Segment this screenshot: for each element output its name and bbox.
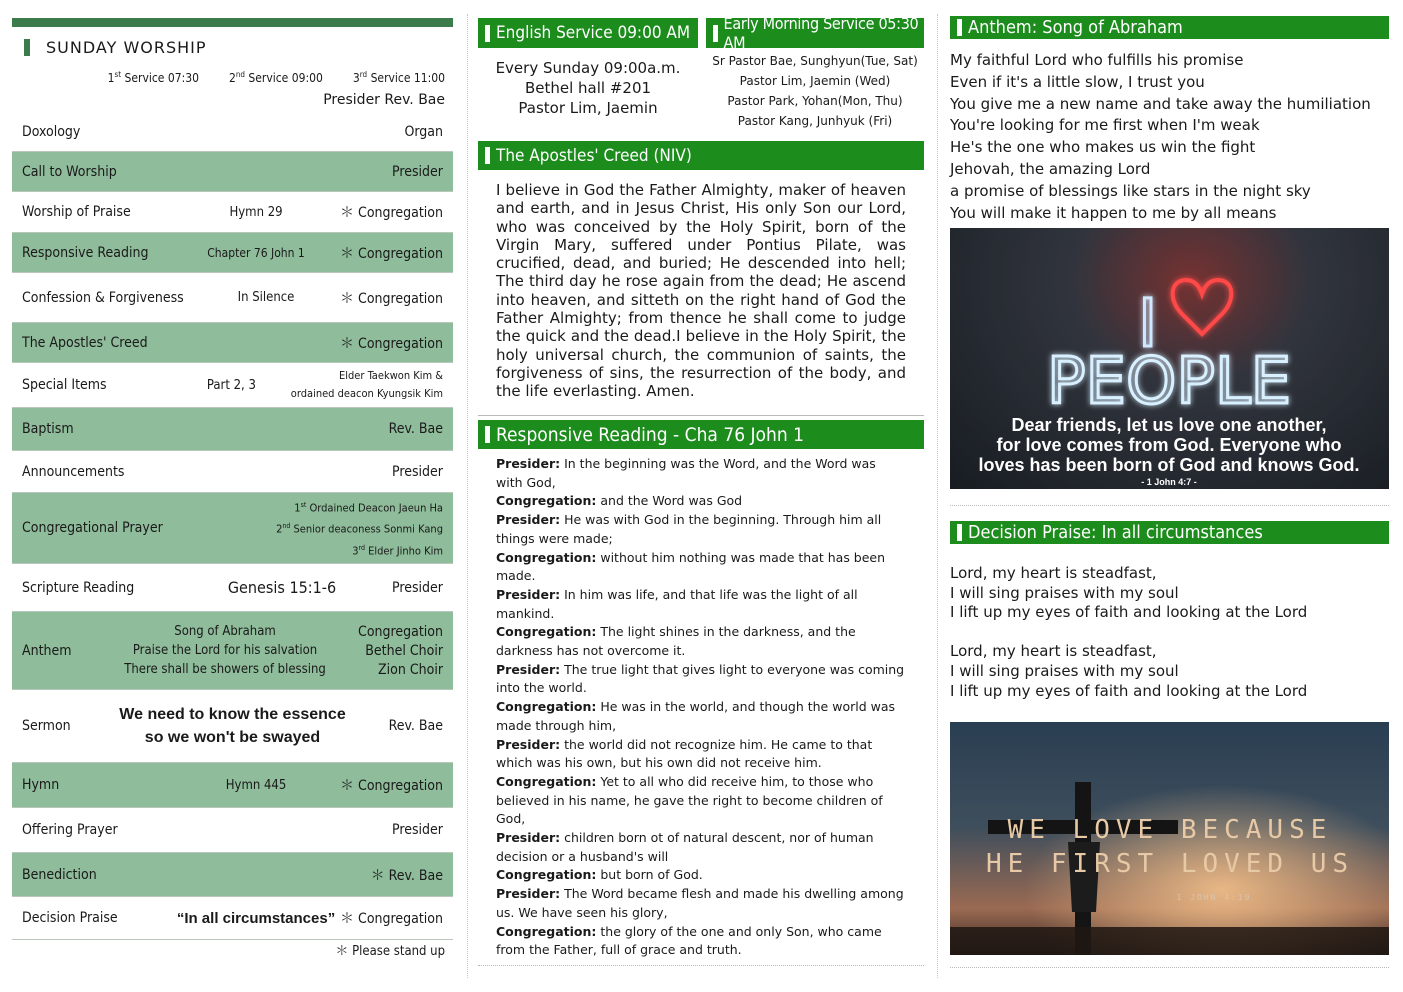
service-time-2: 2nd Service 09:00 bbox=[228, 70, 323, 85]
lyric-line: I lift up my eyes of faith and looking at the Lord bbox=[950, 603, 1308, 622]
we-love-because-image bbox=[950, 722, 1389, 955]
reading-line: Congregation: Yet to all who did receive him, to those who believed in his name, he gave the right to become children of God, bbox=[496, 773, 883, 827]
stand-up-note: ＊ Please stand up bbox=[335, 944, 445, 959]
lyric-line: You will make it happen to me by all means bbox=[950, 203, 1277, 222]
image-text-line: HE FIRST LOVED US bbox=[985, 849, 1355, 879]
order-row-special-items: Special Items Part 2, 3 Elder Taekwon Kim & ordained deacon Kyungsik Kim bbox=[12, 363, 453, 408]
english-service-box bbox=[478, 18, 698, 143]
lyric-line: Even if it's a little slow, I trust you bbox=[950, 72, 1205, 91]
lyric-line: I lift up my eyes of faith and looking at the Lord bbox=[950, 681, 1308, 700]
order-row-responsive-reading: Responsive Reading Chapter 76 John 1 ＊ Congregation bbox=[12, 233, 453, 273]
reading-line: Congregation: the glory of the one and only Son, who came from the Father, full of grace and truth. bbox=[496, 923, 882, 958]
lyric-line: You're looking for me first when I'm weak bbox=[950, 116, 1260, 135]
divider bbox=[950, 967, 1389, 968]
lyric-line: You give me a new name and take away the humiliation bbox=[950, 94, 1371, 113]
image-reference: - 1 John 4:7 - bbox=[1141, 477, 1197, 487]
order-row-confession: Confession & Forgiveness In Silence ＊ Congregation bbox=[12, 273, 453, 323]
reading-line: Presider: The true light that gives light to everyone was coming into the world. bbox=[496, 661, 905, 696]
image-caption-line: loves has been born of God and knows God. bbox=[978, 455, 1360, 475]
divider bbox=[950, 505, 1389, 506]
lyric-line: a promise of blessings like stars in the night sky bbox=[950, 181, 1311, 200]
i-love-people-image bbox=[950, 228, 1389, 489]
top-green-line bbox=[12, 18, 453, 27]
column-divider bbox=[467, 14, 468, 978]
image-text-line: WE LOVE BECAUSE bbox=[1007, 815, 1333, 845]
early-service-line: Pastor Park, Yohan(Mon, Thu) bbox=[727, 94, 903, 108]
order-list bbox=[12, 112, 453, 940]
decision-praise-header: Decision Praise: In all circumstances bbox=[950, 521, 1389, 544]
title-marker bbox=[24, 39, 30, 56]
cross-sunset-graphic bbox=[950, 722, 1389, 955]
lyric-line: Lord, my heart is steadfast, bbox=[950, 564, 1157, 582]
songs-column bbox=[950, 0, 1389, 992]
reading-line: Congregation: without him nothing was made that has been made. bbox=[496, 549, 886, 584]
order-of-worship-column bbox=[12, 0, 453, 992]
service-times bbox=[108, 70, 445, 85]
apostles-creed-text: I believe in God the Father Almighty, maker of heaven and earth, and in Jesus Christ, His only Son our Lord, who was conceived by the Holy Spirit, born of the Virgin Mary, suffered under Pontius Pilate, was crucified, dead, and buried; He descended into hell; The third day he rose again from the dead; He ascend into heaven, and sitteth on the right hand of God the Father Almighty; from thence he shall come to judge the quick and the dead.I believe in the Holy Spirit, the holy universal church, the communion of saints, the forgiveness of sins, the resurrection of the body, and the life everlasting. Amen. bbox=[496, 181, 906, 401]
neon-word: PEOPLE bbox=[1046, 345, 1292, 419]
reading-line: Presider: children born ot of natural descent, nor of human decision or a husband's will bbox=[496, 830, 874, 864]
service-time-3: 3rd Service 11:00 bbox=[352, 70, 445, 85]
early-service-line: Pastor Lim, Jaemin (Wed) bbox=[739, 74, 891, 88]
reading-line: Presider: In him was life, and that life was the light of all mankind. bbox=[496, 586, 858, 621]
lyric-line: My faithful Lord who fulfills his promise bbox=[950, 51, 1244, 69]
order-row-offering-prayer: Offering Prayer Presider bbox=[12, 808, 453, 853]
image-caption-line: for love comes from God. Everyone who bbox=[996, 435, 1342, 455]
reading-line: Presider: the world did not recognize him. He came to that which was his own, but his own did not receive him. bbox=[496, 736, 873, 771]
reading-line: Presider: He was with God in the beginning. Through him all things were made; bbox=[496, 512, 882, 546]
order-row-hymn: Hymn Hymn 445 ＊ Congregation bbox=[12, 763, 453, 808]
presider-line: Presider Rev. Bae bbox=[323, 92, 445, 108]
english-service-header: English Service 09:00 AM bbox=[478, 18, 698, 48]
reading-line: Congregation: He was in the world, and though the world was made through him, bbox=[496, 699, 896, 733]
divider bbox=[478, 965, 924, 966]
order-row-decision-praise: Decision Praise “In all circumstances” ＊ Congregation bbox=[12, 897, 453, 940]
image-reference: 1 JOHN 4:19 bbox=[1176, 893, 1252, 902]
responsive-reading-header: Responsive Reading - Cha 76 John 1 bbox=[478, 420, 924, 449]
column-divider bbox=[937, 14, 938, 978]
anthem-lyrics bbox=[950, 50, 1371, 224]
order-row-anthem: Anthem Song of Abraham Congregation Praise the Lord for his salvation Bethel Choir There shall be showers of blessing Zion Choir bbox=[12, 612, 453, 690]
neon-sign-graphic bbox=[950, 228, 1389, 489]
lyric-line: He's the one who makes us win the fight bbox=[950, 138, 1256, 157]
english-service-line: Every Sunday 09:00a.m. bbox=[495, 59, 681, 77]
order-row-apostles-creed: The Apostles' Creed ＊ Congregation bbox=[12, 323, 453, 363]
english-service-line: Bethel hall #201 bbox=[524, 79, 652, 97]
reading-line: Presider: The Word became flesh and made his dwelling among us. We have seen his glory, bbox=[496, 886, 904, 920]
early-service-header: Early Morning Service 05:30 AM bbox=[706, 18, 924, 48]
responsive-reading-list bbox=[496, 455, 906, 960]
decision-praise-lyrics bbox=[950, 564, 1307, 701]
service-info-column bbox=[478, 0, 924, 992]
order-row-benediction: Benediction ＊ Rev. Bae bbox=[12, 853, 453, 897]
service-time-1: 1st Service 07:30 bbox=[107, 70, 199, 85]
anthem-header: Anthem: Song of Abraham bbox=[950, 16, 1389, 39]
order-row-sermon: Sermon We need to know the essence so we won't be swayed Rev. Bae bbox=[12, 690, 453, 763]
reading-line: Congregation: but born of God. bbox=[496, 867, 703, 883]
early-service-line: Pastor Kang, Junhyuk (Fri) bbox=[737, 114, 893, 128]
reading-line: Congregation: and the Word was God bbox=[496, 493, 743, 509]
early-service-line: Sr Pastor Bae, Sunghyun(Tue, Sat) bbox=[712, 54, 918, 68]
lyric-line: Lord, my heart is steadfast, bbox=[950, 642, 1157, 661]
order-row-baptism: Baptism Rev. Bae bbox=[12, 408, 453, 451]
lyric-line: Jehovah, the amazing Lord bbox=[950, 159, 1151, 178]
image-caption-line: Dear friends, let us love one another, bbox=[1011, 415, 1327, 435]
reading-line: Presider: In the beginning was the Word, and the Word was with God, bbox=[496, 456, 876, 490]
order-row-congregational-prayer: Congregational Prayer 1st Ordained Deacon Jaeun Ha 2nd Senior deaconess Sonmi Kang 3rd Elder Jinho Kim bbox=[12, 493, 453, 564]
order-row-scripture-reading: Scripture Reading Genesis 15:1-6 Presider bbox=[12, 564, 453, 612]
lyric-line: I will sing praises with my soul bbox=[950, 661, 1179, 680]
english-service-line: Pastor Lim, Jaemin bbox=[518, 99, 658, 117]
order-row-doxology: Doxology Organ bbox=[12, 112, 453, 152]
neon-i: I bbox=[1138, 285, 1158, 362]
early-morning-service-box bbox=[706, 14, 924, 143]
order-row-call-to-worship: Call to Worship Presider bbox=[12, 152, 453, 192]
divider bbox=[478, 415, 924, 416]
order-row-worship-of-praise: Worship of Praise Hymn 29 ＊ Congregation bbox=[12, 192, 453, 233]
order-row-announcements: Announcements Presider bbox=[12, 451, 453, 493]
lyric-line: I will sing praises with my soul bbox=[950, 583, 1179, 602]
apostles-creed-header: The Apostles' Creed (NIV) bbox=[478, 141, 924, 170]
reading-line: Congregation: The light shines in the darkness, and the darkness has not overcome it. bbox=[496, 624, 856, 659]
sunday-worship-title: SUNDAY WORSHIP bbox=[24, 38, 207, 57]
